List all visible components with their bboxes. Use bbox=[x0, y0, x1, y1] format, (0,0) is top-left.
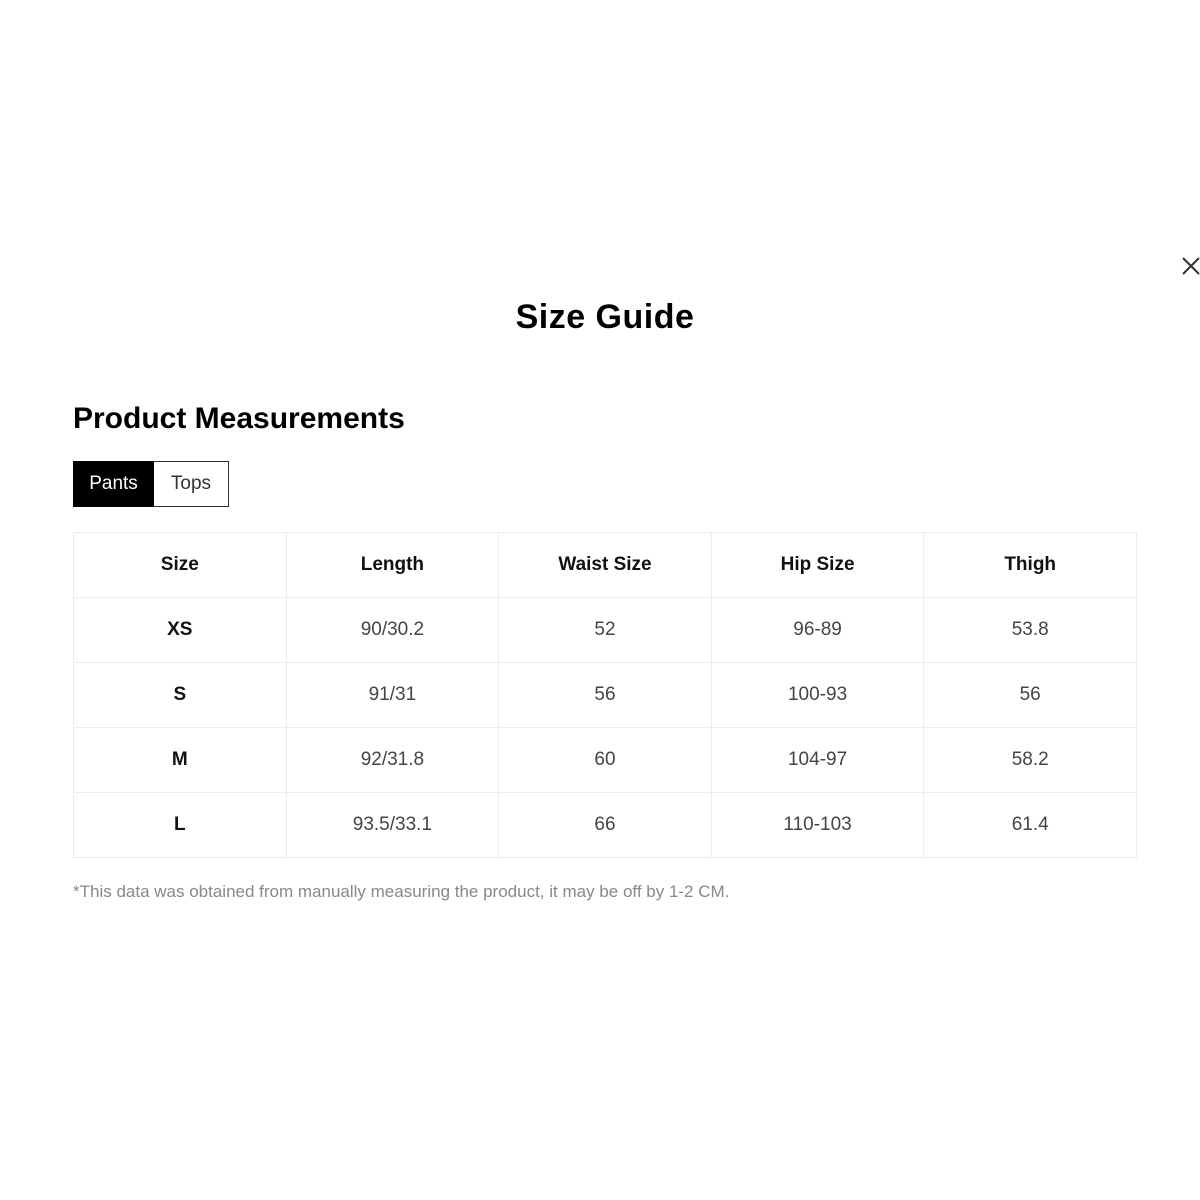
hip-cell: 96-89 bbox=[711, 598, 924, 663]
waist-cell: 52 bbox=[499, 598, 712, 663]
length-cell: 90/30.2 bbox=[286, 598, 499, 663]
close-button[interactable] bbox=[1180, 254, 1200, 278]
length-cell: 91/31 bbox=[286, 663, 499, 728]
size-cell: M bbox=[74, 728, 287, 793]
header-hip-size: Hip Size bbox=[711, 533, 924, 598]
table-row bbox=[74, 793, 1137, 858]
measurement-note: *This data was obtained from manually measuring the product, it may be off by 1-2 CM. bbox=[73, 882, 730, 901]
modal-title: Size Guide bbox=[515, 298, 695, 336]
thigh-cell: 58.2 bbox=[924, 728, 1137, 793]
tab-pants[interactable]: Pants bbox=[73, 461, 154, 507]
table-row bbox=[74, 598, 1137, 663]
size-cell: S bbox=[74, 663, 287, 728]
waist-cell: 60 bbox=[499, 728, 712, 793]
hip-cell: 110-103 bbox=[711, 793, 924, 858]
length-cell: 93.5/33.1 bbox=[286, 793, 499, 858]
header-length: Length bbox=[286, 533, 499, 598]
measurements-table bbox=[73, 532, 1137, 858]
waist-cell: 56 bbox=[499, 663, 712, 728]
section-title: Product Measurements bbox=[73, 402, 405, 435]
length-cell: 92/31.8 bbox=[286, 728, 499, 793]
waist-cell: 66 bbox=[499, 793, 712, 858]
table-row bbox=[74, 728, 1137, 793]
header-size: Size bbox=[74, 533, 287, 598]
size-cell: L bbox=[74, 793, 287, 858]
table-row bbox=[74, 663, 1137, 728]
category-tabs bbox=[73, 461, 229, 507]
tab-tops[interactable]: Tops bbox=[154, 461, 229, 507]
header-thigh: Thigh bbox=[924, 533, 1137, 598]
hip-cell: 104-97 bbox=[711, 728, 924, 793]
close-icon bbox=[1180, 254, 1200, 278]
header-waist-size: Waist Size bbox=[499, 533, 712, 598]
hip-cell: 100-93 bbox=[711, 663, 924, 728]
table-header-row bbox=[74, 533, 1137, 598]
size-cell: XS bbox=[74, 598, 287, 663]
thigh-cell: 53.8 bbox=[924, 598, 1137, 663]
thigh-cell: 56 bbox=[924, 663, 1137, 728]
thigh-cell: 61.4 bbox=[924, 793, 1137, 858]
